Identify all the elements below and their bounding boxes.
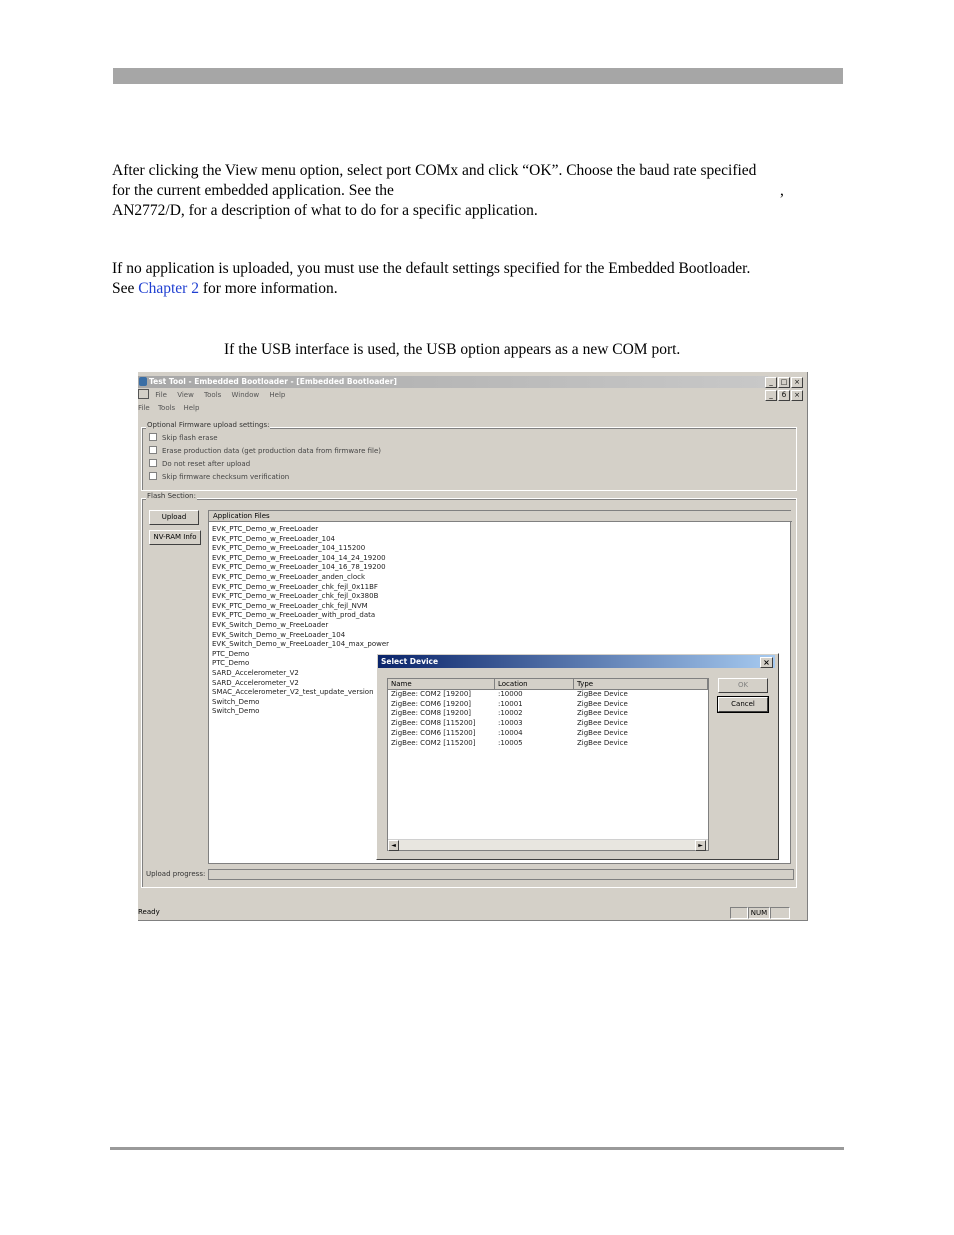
header-bar [113,68,843,84]
device-location: :10000 [498,690,523,698]
horizontal-scrollbar[interactable] [388,839,708,850]
device-row[interactable] [388,739,708,749]
column-type[interactable]: Type [574,679,708,689]
file-list-item[interactable]: Switch_Demo [212,697,260,706]
child-menu-tools[interactable]: Tools [157,404,176,412]
device-row[interactable] [388,700,708,710]
file-list-item[interactable]: EVK_PTC_Demo_w_FreeLoader_104_14_24_19200 [212,553,386,562]
status-cell-scroll [770,907,790,919]
device-list[interactable] [387,678,709,851]
device-name: ZigBee: COM6 [115200] [391,728,476,737]
file-list-item[interactable]: EVK_Switch_Demo_w_FreeLoader_104 [212,630,346,639]
skip-checksum-label: Skip firmware checksum verification [162,473,290,481]
flash-section-label: Flash Section: [147,492,196,500]
file-list-item[interactable]: EVK_PTC_Demo_w_FreeLoader_anden_clock [212,572,366,581]
file-list-item[interactable]: Switch_Demo [212,707,260,716]
file-list-item[interactable]: EVK_Switch_Demo_w_FreeLoader_104_max_power [212,640,390,649]
upload-button[interactable]: Upload [149,510,199,525]
child-close-button[interactable]: × [791,390,803,401]
device-location: :10002 [498,709,523,718]
document-icon [138,389,149,399]
menu-help[interactable]: Help [269,391,286,399]
file-list-item[interactable]: PTC_Demo [212,659,250,668]
scroll-right-icon[interactable]: ► [695,840,706,851]
file-list-item[interactable]: EVK_PTC_Demo_w_FreeLoader [212,525,319,533]
figure-caption: If the USB interface is used, the USB option appears as a new COM port. [224,341,681,358]
device-name: ZigBee: COM6 [19200] [391,699,472,708]
file-list-item[interactable]: PTC_Demo [212,649,250,658]
device-row[interactable] [388,719,708,729]
menu-tools[interactable]: Tools [204,391,222,399]
file-items [212,525,389,717]
file-list-item[interactable]: EVK_PTC_Demo_w_FreeLoader_104_115200 [212,544,366,553]
device-location: :10003 [498,719,523,728]
erase-production-data-checkbox[interactable] [149,446,381,455]
upload-progress-bar [208,869,794,880]
paragraph-1-line-2: for the current embedded application. See the [112,182,394,199]
file-list-item[interactable]: EVK_PTC_Demo_w_FreeLoader_chk_fejl_0x11BF [212,582,378,591]
device-name: ZigBee: COM2 [115200] [391,738,476,747]
status-ready: Ready [138,908,160,916]
dialog-titlebar [378,655,775,668]
file-list-item[interactable]: EVK_PTC_Demo_w_FreeLoader_104 [212,534,335,543]
device-type: ZigBee Device [577,728,628,737]
close-button[interactable]: × [791,377,803,388]
app-titlebar [138,376,768,388]
device-name: ZigBee: COM2 [19200] [391,690,472,698]
maximize-button[interactable]: □ [778,377,790,388]
file-list-item[interactable]: SARD_Accelerometer_V2 [212,668,299,677]
device-row[interactable] [388,709,708,719]
menu-window[interactable]: Window [231,391,260,399]
device-name: ZigBee: COM8 [19200] [391,709,472,718]
child-menu-file[interactable]: File [138,404,150,412]
skip-flash-erase-label: Skip flash erase [162,434,218,442]
column-location[interactable]: Location [495,679,574,689]
file-list-item[interactable]: SARD_Accelerometer_V2 [212,678,299,687]
app-icon [139,377,147,386]
scroll-left-icon[interactable]: ◄ [388,840,399,851]
file-list-item[interactable]: EVK_PTC_Demo_w_FreeLoader_chk_fejl_NVM [212,601,368,610]
device-location: :10001 [498,699,523,708]
skip-checksum-checkbox[interactable] [149,472,289,481]
child-minimize-button[interactable]: _ [765,390,777,401]
paragraph-1-comma: , [780,182,784,199]
see-text: See [112,280,135,297]
more-info-text: for more information. [202,280,338,297]
device-location: :10005 [498,738,523,747]
child-restore-button[interactable]: б [778,390,790,401]
device-list-header [388,679,708,690]
app-menubar [138,389,293,400]
status-bar [138,906,807,919]
device-row[interactable] [388,690,708,700]
device-name: ZigBee: COM8 [115200] [391,719,476,728]
child-menu-help[interactable]: Help [183,404,200,412]
device-type: ZigBee Device [577,690,628,698]
paragraph-1-line-1: After clicking the View menu option, select port COMx and click “OK”. Choose the baud rate specified [112,162,757,179]
skip-flash-erase-checkbox[interactable] [149,433,218,442]
footer-rule [110,1147,844,1150]
file-list-item[interactable]: SMAC_Accelerometer_V2_test_update_version [212,688,374,697]
child-window-controls [765,390,803,401]
status-num: NUM [748,907,770,919]
device-row[interactable] [388,729,708,739]
device-type: ZigBee Device [577,699,628,708]
upload-progress [146,868,796,880]
nv-ram-info-button[interactable]: NV-RAM Info [149,530,201,545]
no-reset-label: Do not reset after upload [162,460,251,468]
status-cell-caps [730,907,748,919]
paragraph-1-line-3: AN2772/D, for a description of what to do for a specific application. [112,202,538,219]
options-group-label: Optional Firmware upload settings: [147,421,270,429]
device-type: ZigBee Device [577,719,628,728]
column-name[interactable]: Name [388,679,495,689]
app-title: Test Tool - Embedded Bootloader - [Embedded Bootloader] [149,377,397,386]
minimize-button[interactable]: _ [765,377,777,388]
paragraph-2-line-1: If no application is uploaded, you must use the default settings specified for the Embedded Bootloader. [112,260,751,277]
file-list-item[interactable]: EVK_PTC_Demo_w_FreeLoader_with_prod_data [212,611,376,620]
file-list-item[interactable]: EVK_PTC_Demo_w_FreeLoader_104_16_78_19200 [212,563,386,572]
chapter-2-link[interactable]: Chapter 2 [138,280,199,297]
file-list-item[interactable]: EVK_PTC_Demo_w_FreeLoader_chk_fejl_0x380B [212,592,379,601]
app-window-controls [765,377,803,388]
select-device-dialog [376,653,779,860]
no-reset-checkbox[interactable] [149,459,250,468]
device-type: ZigBee Device [577,738,628,747]
application-files-header[interactable]: Application Files [209,511,792,522]
dialog-title: Select Device [381,657,439,666]
upload-progress-label: Upload progress: [146,870,206,878]
child-menubar [138,404,205,415]
cancel-button[interactable]: Cancel [718,697,768,712]
menu-view[interactable]: View [177,391,194,399]
device-type: ZigBee Device [577,709,628,718]
file-list-item[interactable]: EVK_Switch_Demo_w_FreeLoader [212,620,329,629]
device-location: :10004 [498,728,523,737]
menu-file[interactable]: File [155,391,167,399]
erase-production-data-label: Erase production data (get production data from firmware file) [162,447,381,455]
ok-button[interactable]: OK [718,678,768,693]
paragraph-2-line-2 [112,279,338,299]
dialog-close-icon[interactable]: × [760,657,773,668]
